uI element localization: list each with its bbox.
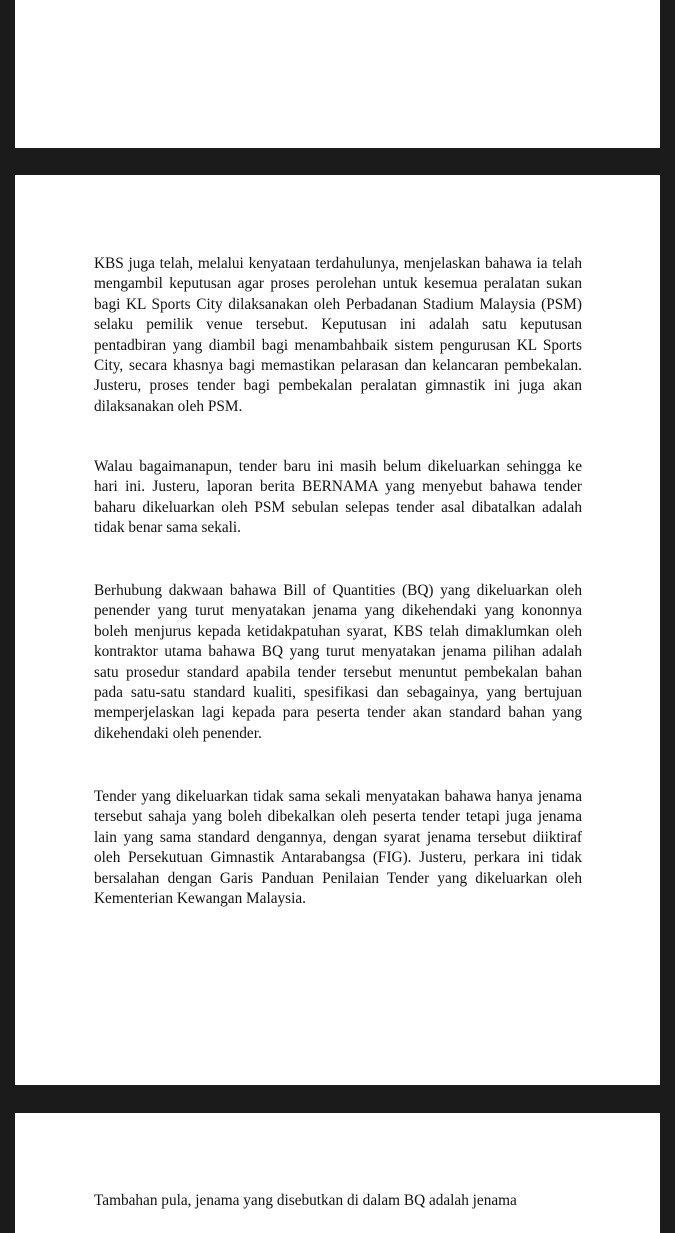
paragraph-3: Berhubung dakwaan bahawa Bill of Quantities (BQ) yang dikeluarkan oleh penender yang turut menyatakan jenama yang dikehendaki yang kononnya boleh menjurus kepada ketidakpatuhan syarat, KBS telah dimaklumkan oleh kontraktor utama bahawa BQ yang turut menyatakan jenama pilihan adalah satu prosedur standard apabila tender tersebut menuntut pembekalan bahan pada satu-satu standard kualiti, spesifikasi dan sebagainya, yang bertujuan memperjelaskan lagi kepada para peserta tender akan standard bahan yang dikehendaki oleh penender. (94, 582, 582, 742)
previous-page (15, 0, 660, 148)
current-page (15, 175, 660, 1085)
next-page (15, 1113, 660, 1233)
paragraph-1: KBS juga telah, melalui kenyataan terdahulunya, menjelaskan bahawa ia telah mengambil keputusan agar proses perolehan untuk kesemua peralatan sukan bagi KL Sports City dilaksanakan oleh Perbadanan Stadium Malaysia (PSM) selaku pemilik venue tersebut. Keputusan ini adalah satu keputusan pentadbiran yang diambil bagi menambahbaik sistem pengurusan KL Sports City, secara khasnya bagi memastikan pelarasan dan kelancaran pembekalan. Justeru, proses tender bagi pembekalan peralatan gimnastik ini juga akan dilaksanakan oleh PSM. (94, 255, 582, 415)
paragraph-2: Walau bagaimanapun, tender baru ini masih belum dikeluarkan sehingga ke hari ini. Justeru, laporan berita BERNAMA yang menyebut bahawa tender baharu dikeluarkan oleh PSM sebulan selepas tender asal dibatalkan adalah tidak benar sama sekali. (94, 458, 582, 537)
next-page-paragraph: Tambahan pula, jenama yang disebutkan di dalam BQ adalah jenama (94, 1192, 517, 1209)
paragraph-4: Tender yang dikeluarkan tidak sama sekali menyatakan bahawa hanya jenama tersebut sahaja yang boleh dibekalkan oleh peserta tender tetapi juga jenama lain yang sama standard dengannya, dengan syarat jenama tersebut diiktiraf oleh Persekutuan Gimnastik Antarabangsa (FIG). Justeru, perkara ini tidak bersalahan dengan Garis Panduan Penilaian Tender yang dikeluarkan oleh Kementerian Kewangan Malaysia. (94, 788, 582, 908)
